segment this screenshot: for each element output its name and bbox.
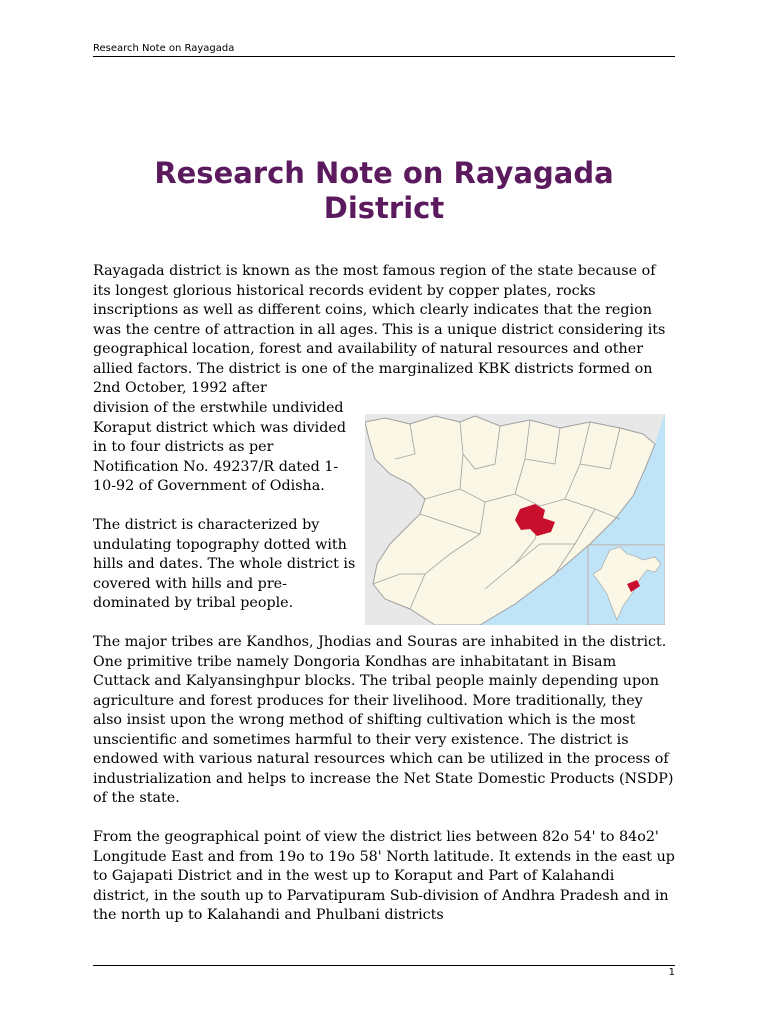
footer-rule	[93, 965, 675, 966]
wrapped-text-column	[93, 399, 358, 614]
document-title: Research Note on Rayagada District	[154, 156, 614, 225]
paragraph-tribes: The major tribes are Kandhos, Jhodias and Souras are inhabited in the district. One primitive tribe namely Dongoria Kondhas are inhabitatant in Bisam Cuttack and Kalyansinghpur blocks. The tribal people mainly depending upon agriculture and forest produces for their livelihood. More traditionally, they also insist upon the wrong method of shifting cultivation which is the most unscientific and sometimes harmful to their very existence. The district is endowed with various natural resources which can be utilized in the process of industrialization and helps to increase the Net State Domestic Products (NSDP) of the state.	[93, 634, 674, 806]
paragraph-geography: From the geographical point of view the district lies between 82o 54' to 84o2' Longitude East and from 19o to 19o 58' North latitude. It extends in the east up to Gajapati District and in the west up to Koraput and Part of Kalahandi district, in the south up to Parvatipuram Sub-division of Andhra Pradesh and in the north up to Kalahandi and Phulbani districts	[93, 829, 675, 923]
page-number: 1	[668, 967, 675, 978]
running-header: Research Note on Rayagada	[93, 43, 235, 54]
header-rule	[93, 56, 675, 57]
paragraph-topography: The district is characterized by undulating topography dotted with hills and dates. The whole district is covered with hills and pre-dominated by tribal people.	[93, 517, 356, 611]
paragraph-intro: Rayagada district is known as the most famous region of the state because of its longest glorious historical records evident by copper plates, rocks inscriptions as well as different coins, which clearly indicates that the region was the centre of attraction in all ages. This is a unique district considering its geographical location, forest and availability of natural resources and other allied factors. The district is one of the marginalized KBK districts formed on 2nd October, 1992 after	[93, 263, 666, 396]
paragraph-intro-continued: division of the erstwhile undivided Koraput district which was divided in to four districts as per Notification No. 49237/R dated 1-10-92 of Government of Odisha.	[93, 400, 346, 494]
rayagada-location-map	[365, 414, 665, 625]
map-india-inset	[588, 545, 665, 625]
